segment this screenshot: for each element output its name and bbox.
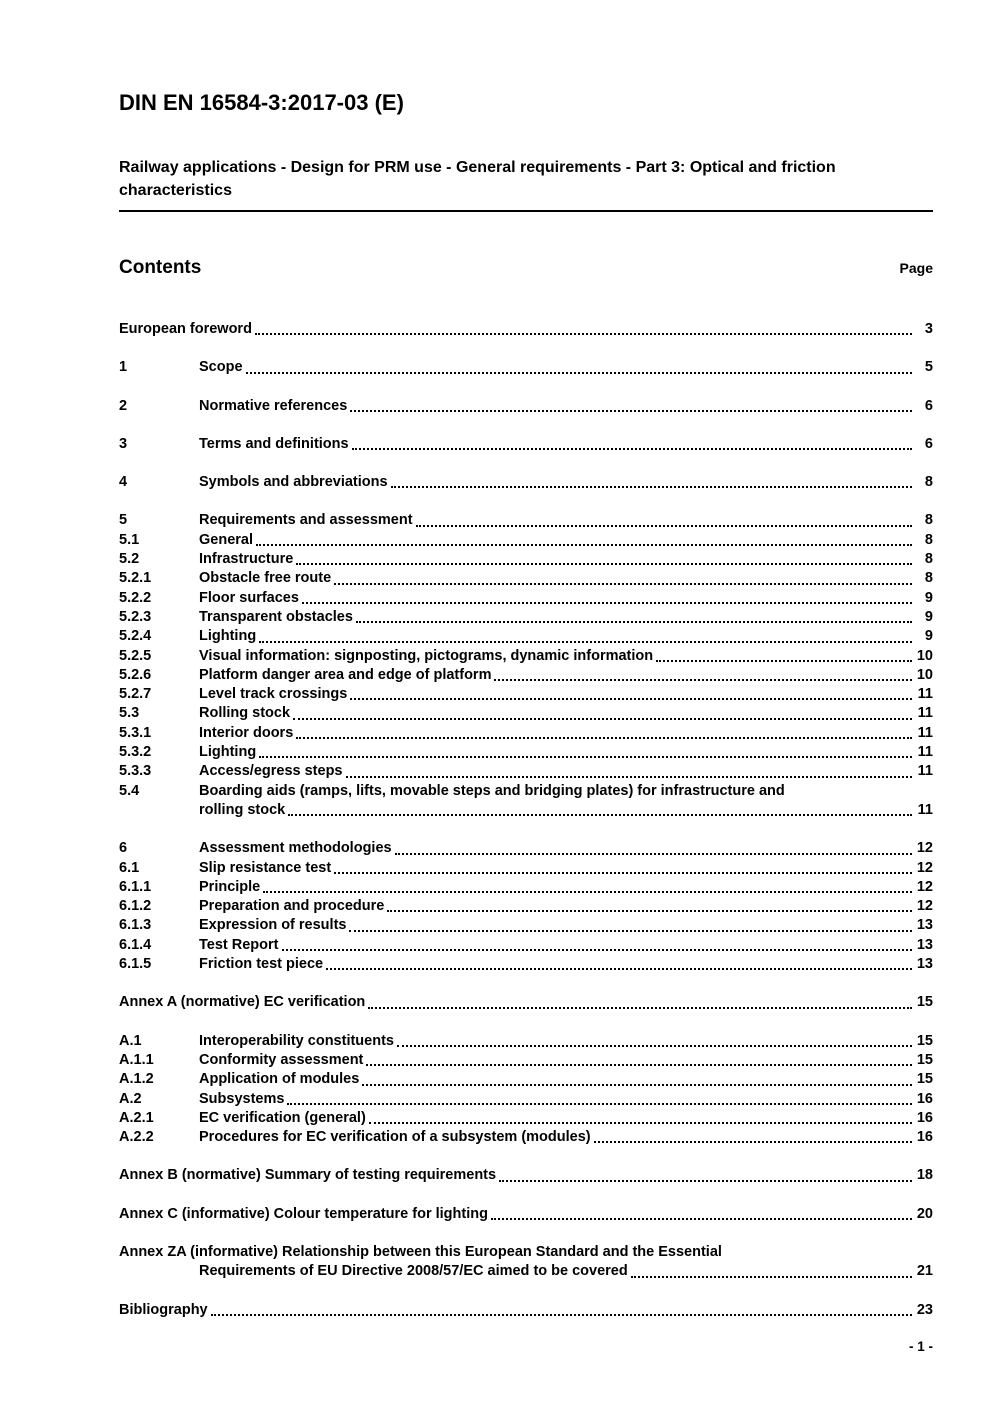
toc-entry-page: 15 xyxy=(916,1051,933,1068)
toc-entry-page: 5 xyxy=(924,359,933,376)
toc-group xyxy=(119,1032,933,1148)
toc-entry[interactable] xyxy=(119,1070,933,1089)
toc-leader xyxy=(352,448,912,450)
toc-entry-continuation[interactable] xyxy=(119,801,933,820)
toc-entry[interactable] xyxy=(119,993,933,1012)
toc-entry-title: Boarding aids (ramps, lifts, movable steps and bridging plates) for infrastructure and xyxy=(199,782,785,799)
toc-entry-title: Scope xyxy=(199,359,243,376)
toc-entry-title: General xyxy=(199,531,253,548)
toc-entry-title: Rolling stock xyxy=(199,705,291,722)
toc-entry-title: Friction test piece xyxy=(199,956,324,973)
title-rule xyxy=(119,210,933,212)
toc-entry-title: Annex C (informative) Colour temperature for lighting xyxy=(119,1205,488,1222)
toc-entry[interactable] xyxy=(119,1205,933,1224)
toc-leader xyxy=(387,910,912,912)
toc-entry-title: Terms and definitions xyxy=(199,435,349,452)
toc-entry-number: 2 xyxy=(119,397,128,414)
toc-entry-page: 15 xyxy=(916,994,933,1011)
toc-entry-page: 8 xyxy=(924,474,933,491)
toc-entry[interactable] xyxy=(119,762,933,781)
toc-leader xyxy=(211,1314,912,1316)
toc-entry[interactable] xyxy=(119,704,933,723)
toc-entry-number: 5.4 xyxy=(119,782,140,799)
toc-entry-number: A.1 xyxy=(119,1032,142,1049)
toc-entry-title: EC verification (general) xyxy=(199,1109,366,1126)
toc-entry-number: A.2.2 xyxy=(119,1129,154,1146)
toc-entry-number: 4 xyxy=(119,474,128,491)
toc-entry-page: 16 xyxy=(916,1090,933,1107)
toc-entry-page: 9 xyxy=(924,589,933,606)
toc-entry-page: 9 xyxy=(924,608,933,625)
contents-header xyxy=(119,256,933,280)
toc-leader xyxy=(369,1122,912,1124)
toc-leader xyxy=(259,641,912,643)
toc-entry-number: 5.2.3 xyxy=(119,608,152,625)
footer xyxy=(119,1339,933,1354)
toc-leader xyxy=(287,1103,912,1105)
toc-group xyxy=(119,435,933,454)
toc-entry-page: 11 xyxy=(917,686,933,703)
toc-entry-page: 11 xyxy=(917,724,933,741)
toc-entry-page: 12 xyxy=(916,859,933,876)
toc-leader xyxy=(302,602,912,604)
toc-entry[interactable] xyxy=(119,608,933,627)
toc xyxy=(119,320,933,1320)
toc-entry-title: Annex A (normative) EC verification xyxy=(119,994,366,1011)
toc-entry-title: Subsystems xyxy=(199,1090,285,1107)
toc-entry[interactable] xyxy=(119,358,933,377)
toc-entry[interactable] xyxy=(119,724,933,743)
toc-group xyxy=(119,1243,933,1282)
toc-leader xyxy=(366,1064,912,1066)
toc-entry[interactable] xyxy=(119,435,933,454)
toc-group xyxy=(119,839,933,974)
toc-group xyxy=(119,397,933,416)
toc-entry-page: 13 xyxy=(916,917,933,934)
toc-entry[interactable] xyxy=(119,1090,933,1109)
toc-entry[interactable] xyxy=(119,511,933,530)
toc-leader xyxy=(282,949,913,951)
toc-group xyxy=(119,1301,933,1320)
toc-entry-title: Procedures for EC verification of a subsystem (modules) xyxy=(199,1129,591,1146)
toc-entry-page: 23 xyxy=(916,1301,933,1318)
toc-entry[interactable] xyxy=(119,685,933,704)
toc-entry[interactable] xyxy=(119,627,933,646)
toc-entry-number: 1 xyxy=(119,359,128,376)
toc-entry-title: Floor surfaces xyxy=(199,589,299,606)
toc-group xyxy=(119,358,933,377)
toc-entry[interactable] xyxy=(119,397,933,416)
toc-entry-number: 6 xyxy=(119,840,128,857)
toc-entry[interactable] xyxy=(119,569,933,588)
toc-entry-page: 16 xyxy=(916,1109,933,1126)
toc-entry-page: 11 xyxy=(917,801,933,818)
toc-entry-title: Interoperability constituents xyxy=(199,1032,394,1049)
toc-entry-title: Requirements of EU Directive 2008/57/EC aimed to be covered xyxy=(199,1263,628,1280)
toc-entry-number: 6.1.4 xyxy=(119,936,152,953)
toc-entry-page: 11 xyxy=(917,763,933,780)
toc-entry[interactable] xyxy=(119,1301,933,1320)
toc-entry-page: 13 xyxy=(916,936,933,953)
toc-entry-title: Annex ZA (informative) Relationship between this European Standard and the Essential xyxy=(119,1243,722,1260)
toc-entry[interactable] xyxy=(119,897,933,916)
toc-entry-title: European foreword xyxy=(119,321,252,337)
toc-entry-number: 3 xyxy=(119,435,128,452)
toc-entry-number: 5.3 xyxy=(119,705,140,722)
toc-leader xyxy=(334,583,912,585)
toc-entry-page: 8 xyxy=(924,551,933,568)
toc-group xyxy=(119,1205,933,1224)
toc-entry-number: 5 xyxy=(119,512,128,529)
toc-entry-page: 11 xyxy=(917,705,933,722)
toc-entry-number: 6.1 xyxy=(119,859,140,876)
toc-entry[interactable] xyxy=(119,936,933,955)
footer-page-number: - 1 - xyxy=(908,1338,933,1354)
toc-leader xyxy=(350,698,912,700)
toc-leader xyxy=(395,853,912,855)
toc-entry-page: 8 xyxy=(924,512,933,529)
toc-entry-continuation[interactable] xyxy=(119,1262,933,1281)
toc-entry-title: Expression of results xyxy=(199,917,347,934)
toc-leader xyxy=(594,1141,912,1143)
toc-entry[interactable] xyxy=(119,589,933,608)
toc-leader xyxy=(494,679,912,681)
toc-leader xyxy=(256,544,912,546)
toc-group xyxy=(119,320,933,339)
toc-entry-number: 5.1 xyxy=(119,531,140,548)
toc-entry-number: 6.1.3 xyxy=(119,917,152,934)
contents-heading: Contents xyxy=(119,257,202,278)
toc-leader xyxy=(259,756,912,758)
toc-entry-number: 5.2.1 xyxy=(119,570,152,587)
toc-entry-title: Test Report xyxy=(199,936,279,953)
toc-leader xyxy=(246,372,912,374)
toc-entry-number: 5.3.2 xyxy=(119,744,152,761)
toc-entry-title: Preparation and procedure xyxy=(199,898,385,915)
toc-leader xyxy=(416,525,912,527)
toc-leader xyxy=(288,814,912,816)
toc-entry-page: 21 xyxy=(916,1263,933,1280)
toc-entry-page: 6 xyxy=(924,397,933,414)
toc-entry[interactable] xyxy=(119,473,933,492)
toc-entry-page: 6 xyxy=(924,435,933,452)
toc-leader xyxy=(391,486,912,488)
toc-entry[interactable] xyxy=(119,916,933,935)
toc-entry-page: 12 xyxy=(916,878,933,895)
toc-entry-page: 8 xyxy=(924,570,933,587)
toc-entry-title: Symbols and abbreviations xyxy=(199,474,388,491)
toc-entry-title: Visual information: signposting, pictograms, dynamic information xyxy=(199,647,654,664)
toc-entry-number: 5.2 xyxy=(119,551,140,568)
toc-entry-number: A.2 xyxy=(119,1090,142,1107)
toc-group xyxy=(119,511,933,820)
toc-entry[interactable] xyxy=(119,666,933,685)
toc-leader xyxy=(350,410,912,412)
toc-group xyxy=(119,473,933,492)
page-column-label: Page xyxy=(899,260,933,276)
toc-entry[interactable] xyxy=(119,320,933,339)
toc-entry[interactable] xyxy=(119,550,933,569)
toc-entry[interactable] xyxy=(119,1166,933,1185)
toc-entry[interactable] xyxy=(119,531,933,550)
toc-entry-title: Obstacle free route xyxy=(199,570,332,587)
toc-entry-number: 6.1.1 xyxy=(119,878,152,895)
toc-leader xyxy=(491,1218,912,1220)
toc-group xyxy=(119,993,933,1012)
toc-leader xyxy=(631,1276,912,1278)
toc-entry[interactable] xyxy=(119,878,933,897)
toc-entry[interactable] xyxy=(119,955,933,974)
toc-entry-number: 5.2.2 xyxy=(119,589,152,606)
toc-leader xyxy=(334,872,912,874)
toc-leader xyxy=(397,1045,912,1047)
toc-entry[interactable] xyxy=(119,859,933,878)
toc-entry-title: rolling stock xyxy=(199,801,286,818)
toc-entry-page: 16 xyxy=(916,1129,933,1146)
toc-entry-page: 3 xyxy=(924,321,933,337)
toc-entry-number: 5.3.1 xyxy=(119,724,152,741)
toc-entry-title: Slip resistance test xyxy=(199,859,332,876)
toc-leader xyxy=(293,718,912,720)
toc-leader xyxy=(296,737,912,739)
doc-code: DIN EN 16584-3:2017-03 (E) xyxy=(119,90,404,115)
toc-entry-page: 8 xyxy=(924,531,933,548)
toc-group xyxy=(119,1166,933,1185)
toc-leader xyxy=(656,660,912,662)
toc-entry-title: Transparent obstacles xyxy=(199,608,353,625)
toc-entry-page: 11 xyxy=(917,744,933,761)
toc-leader xyxy=(346,776,913,778)
toc-leader xyxy=(326,968,912,970)
toc-entry-title: Bibliography xyxy=(119,1301,208,1318)
doc-title: Railway applications - Design for PRM use - General requirements - Part 3: Optical and friction characteristics xyxy=(119,159,836,199)
toc-entry-title: Application of modules xyxy=(199,1071,360,1088)
toc-entry-page: 10 xyxy=(916,647,933,664)
toc-entry-page: 20 xyxy=(916,1205,933,1222)
toc-entry-title: Requirements and assessment xyxy=(199,512,413,529)
toc-entry-page: 10 xyxy=(916,666,933,683)
toc-entry-title: Principle xyxy=(199,878,261,895)
toc-leader xyxy=(368,1007,912,1009)
toc-entry-page: 15 xyxy=(916,1071,933,1088)
toc-entry-title: Platform danger area and edge of platform xyxy=(199,666,492,683)
toc-leader xyxy=(499,1180,912,1182)
toc-entry-title: Level track crossings xyxy=(199,686,348,703)
toc-entry-page: 18 xyxy=(916,1167,933,1184)
toc-entry-number: 5.2.4 xyxy=(119,628,152,645)
toc-entry[interactable] xyxy=(119,1032,933,1051)
toc-entry-page: 15 xyxy=(916,1032,933,1049)
toc-leader xyxy=(349,930,912,932)
toc-entry-number: A.2.1 xyxy=(119,1109,154,1126)
toc-entry[interactable] xyxy=(119,1128,933,1147)
toc-entry-title: Lighting xyxy=(199,744,257,761)
toc-entry-number: 5.2.7 xyxy=(119,686,152,703)
toc-entry[interactable] xyxy=(119,782,933,801)
toc-entry-page: 12 xyxy=(916,840,933,857)
toc-leader xyxy=(362,1084,912,1086)
toc-entry-page: 13 xyxy=(916,956,933,973)
toc-entry-number: A.1.2 xyxy=(119,1071,154,1088)
toc-entry-title: Assessment methodologies xyxy=(199,840,392,857)
toc-entry-number: 6.1.2 xyxy=(119,898,152,915)
toc-entry-number: 5.2.6 xyxy=(119,666,152,683)
toc-leader xyxy=(255,333,912,335)
toc-entry-title: Access/egress steps xyxy=(199,763,343,780)
toc-entry[interactable] xyxy=(119,839,933,858)
toc-leader xyxy=(356,621,912,623)
toc-entry-number: A.1.1 xyxy=(119,1051,154,1068)
toc-entry-title: Lighting xyxy=(199,628,257,645)
toc-entry[interactable] xyxy=(119,1051,933,1070)
toc-entry[interactable] xyxy=(119,1243,933,1262)
toc-entry-title: Annex B (normative) Summary of testing requirements xyxy=(119,1167,497,1184)
toc-entry-title: Normative references xyxy=(199,397,348,414)
toc-entry-title: Conformity assessment xyxy=(199,1051,364,1068)
toc-entry[interactable] xyxy=(119,743,933,762)
toc-entry[interactable] xyxy=(119,647,933,666)
toc-entry-number: 5.2.5 xyxy=(119,647,152,664)
toc-entry-number: 6.1.5 xyxy=(119,956,152,973)
toc-leader xyxy=(263,891,912,893)
toc-entry-page: 9 xyxy=(924,628,933,645)
toc-leader xyxy=(296,563,912,565)
toc-entry[interactable] xyxy=(119,1109,933,1128)
toc-entry-title: Infrastructure xyxy=(199,551,294,568)
toc-entry-number: 5.3.3 xyxy=(119,763,152,780)
toc-entry-page: 12 xyxy=(916,898,933,915)
toc-entry-title: Interior doors xyxy=(199,724,294,741)
